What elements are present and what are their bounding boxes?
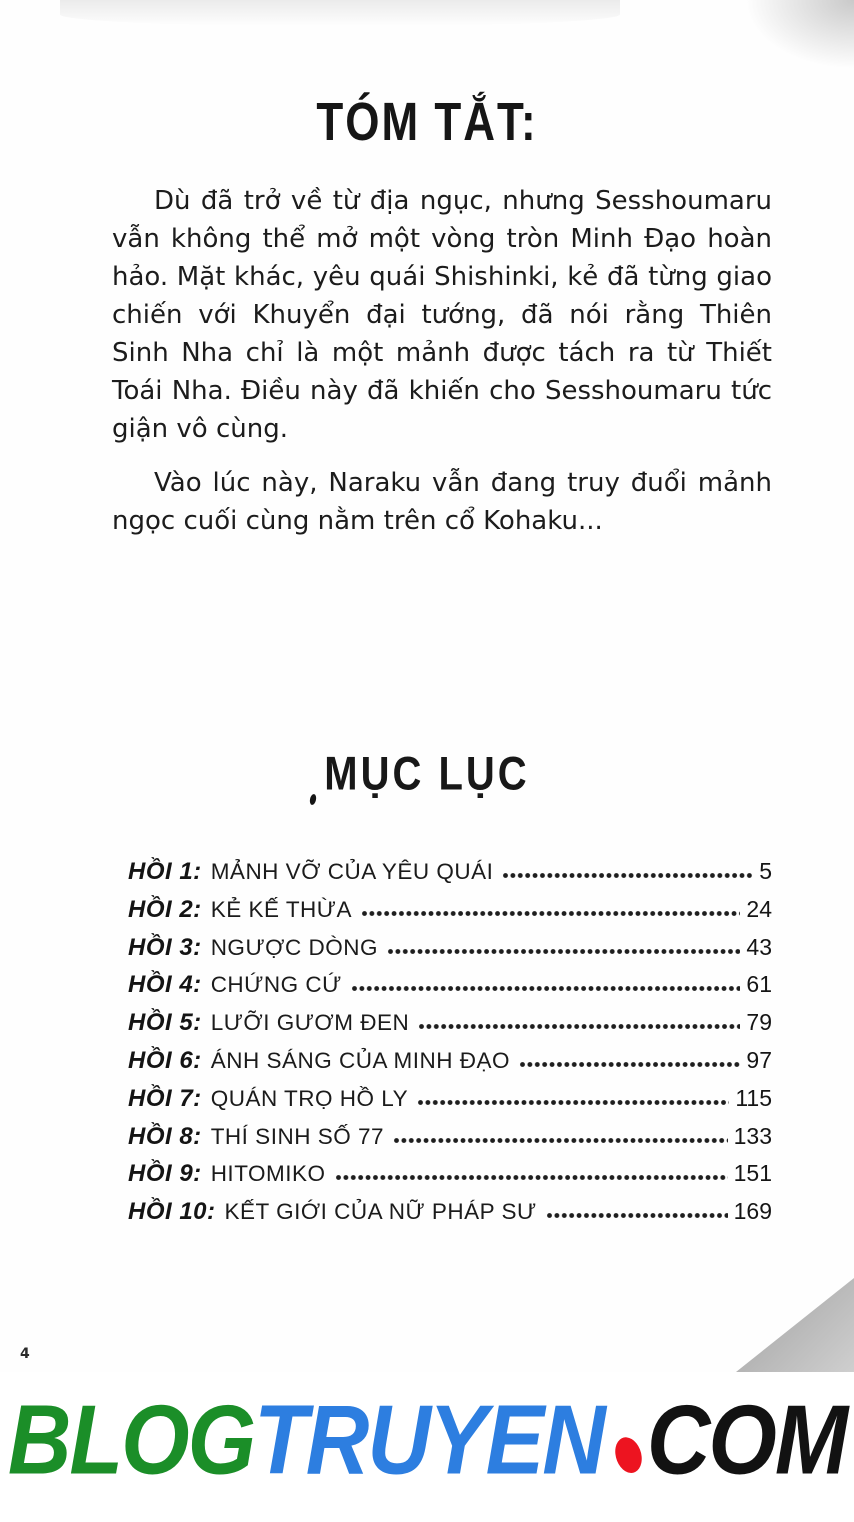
toc-entry-page: 79 <box>746 1009 772 1036</box>
page-curl-shadow <box>736 1278 854 1372</box>
dot-leader <box>351 985 741 992</box>
toc-entry <box>128 971 772 1009</box>
dot-leader <box>361 910 740 917</box>
toc-entry <box>128 1085 772 1123</box>
dot-leader <box>546 1212 728 1219</box>
toc-title: MỤC LỤC <box>324 747 530 800</box>
toc-entry-page: 97 <box>746 1046 772 1073</box>
toc-heading <box>0 747 854 810</box>
toc-entry-page: 169 <box>733 1198 772 1225</box>
toc-entry-label: HỒI 2: <box>128 895 202 923</box>
toc-entry <box>128 1123 772 1161</box>
logo-part-truyen: TRUYEN <box>254 1384 604 1495</box>
dot-leader <box>519 1061 740 1068</box>
page-number: 4 <box>20 1346 30 1362</box>
toc-list <box>128 858 772 1236</box>
logo-dot-icon <box>610 1433 646 1478</box>
toc-entry-page: 61 <box>746 971 772 998</box>
toc-entry <box>128 858 772 896</box>
summary-text <box>112 182 772 540</box>
toc-entry-title: CHỨNG CỨ <box>210 972 342 998</box>
scan-shadow-top <box>60 0 620 26</box>
dot-leader <box>417 1099 729 1106</box>
toc-entry-label: HỒI 1: <box>128 858 202 885</box>
toc-entry-label: HỒI 5: <box>128 1009 202 1037</box>
toc-entry-title: MẢNH VỠ CỦA YÊU QUÁI <box>210 859 494 884</box>
dot-leader <box>387 948 740 955</box>
toc-entry-title: LƯỠI GƯƠM ĐEN <box>210 1010 410 1036</box>
toc-entry-label: HỒI 4: <box>128 971 202 999</box>
toc-entry-label: HỒI 3: <box>128 933 202 961</box>
summary-paragraph-1: Dù đã trở về từ địa ngục, nhưng Sesshoumaru vẫn không thể mở một vòng tròn Minh Đạo hoàn hảo. Mặt khác, yêu quái Shishinki, kẻ đã từng giao chiến với Khuyển đại tướng, đã nói rằng Thiên Sinh Nha chỉ là một mảnh được tách ra từ Thiết Toái Nha. Điều này đã khiến cho Sesshoumaru tức giận vô cùng. <box>112 186 772 444</box>
toc-entry-page: 151 <box>733 1160 772 1187</box>
toc-entry-title: NGƯỢC DÒNG <box>210 934 378 960</box>
summary-paragraph-2: Vào lúc này, Naraku vẫn đang truy đuổi mảnh ngọc cuối cùng nằm trên cổ Kohaku... <box>112 468 772 536</box>
toc-entry-page: 24 <box>746 895 772 922</box>
toc-entry <box>128 934 772 972</box>
watermark-band <box>0 1372 854 1522</box>
toc-entry-label: HỒI 10: <box>128 1198 216 1226</box>
toc-entry-title: THÍ SINH SỐ 77 <box>210 1123 384 1149</box>
ink-speck <box>309 793 317 805</box>
logo-part-blog: BLOG <box>7 1384 255 1495</box>
toc-entry-title: KẺ KẾ THỪA <box>210 896 353 922</box>
toc-entry-page: 115 <box>735 1084 772 1111</box>
toc-entry-label: HỒI 9: <box>128 1160 202 1188</box>
toc-entry-title: QUÁN TRỌ HỒ LY <box>210 1085 409 1111</box>
dot-leader <box>502 872 753 879</box>
dot-leader <box>393 1137 728 1144</box>
toc-entry-title: ÁNH SÁNG CỦA MINH ĐẠO <box>210 1047 510 1073</box>
toc-entry <box>128 896 772 934</box>
toc-entry-title: KẾT GIỚI CỦA NỮ PHÁP SƯ <box>224 1199 537 1225</box>
dot-leader <box>335 1174 728 1181</box>
toc-entry <box>128 1009 772 1047</box>
dot-leader <box>418 1023 740 1030</box>
toc-entry-page: 133 <box>733 1122 772 1149</box>
toc-entry <box>128 1160 772 1198</box>
toc-entry <box>128 1047 772 1085</box>
toc-entry-label: HỒI 7: <box>128 1084 202 1112</box>
toc-entry-page: 43 <box>746 933 772 960</box>
logo-part-com: COM <box>646 1384 847 1495</box>
toc-entry-title: HITOMIKO <box>210 1161 326 1187</box>
summary-title: TÓM TẮT: <box>316 92 538 153</box>
toc-entry-label: HỒI 8: <box>128 1122 202 1150</box>
toc-entry-label: HỒI 6: <box>128 1046 202 1074</box>
toc-entry-page: 5 <box>759 858 772 884</box>
toc-entry <box>128 1198 772 1236</box>
blogtruyen-logo <box>8 1383 846 1497</box>
